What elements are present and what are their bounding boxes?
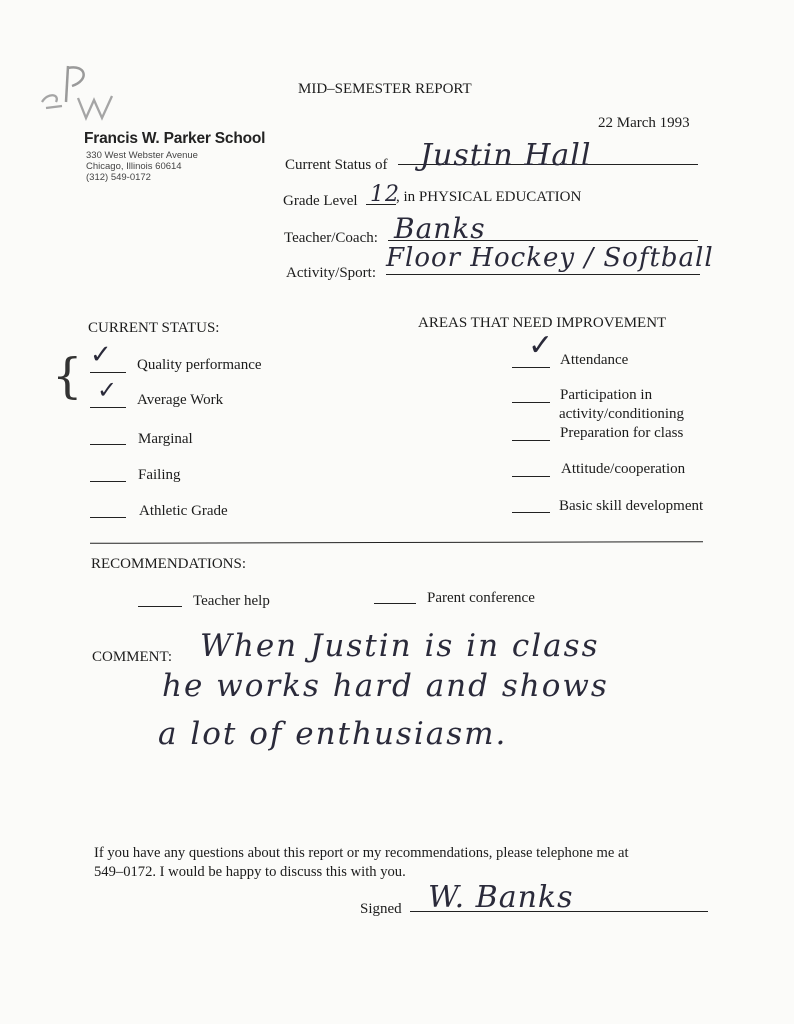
teacher-label: Teacher/Coach: (284, 230, 378, 246)
status-marginal-line (90, 444, 126, 445)
comment-line1: When Justin is in class (200, 628, 600, 664)
school-name: Francis W. Parker School (84, 130, 266, 147)
teacher-value: Banks (394, 212, 486, 245)
status-failing-label: Failing (138, 467, 181, 483)
comment-line2: he works hard and shows (162, 668, 609, 704)
activity-line (386, 274, 700, 275)
improve-participation-label2: activity/conditioning (559, 406, 684, 422)
current-status-heading: CURRENT STATUS: (88, 320, 220, 336)
student-name-value: Justin Hall (420, 138, 592, 173)
grade-level-suffix: , in PHYSICAL EDUCATION (396, 189, 582, 205)
comment-label: COMMENT: (92, 649, 173, 665)
parent-conference-line (374, 603, 416, 604)
activity-label: Activity/Sport: (286, 265, 376, 281)
status-failing-line (90, 481, 126, 482)
improve-attendance-check: ✓ (528, 328, 554, 363)
section-divider (90, 541, 703, 544)
status-average-line (90, 407, 126, 408)
school-logo (38, 62, 118, 132)
improve-attendance-label: Attendance (560, 352, 629, 368)
footer-line2: 549–0172. I would be happy to discuss this with you. (94, 864, 406, 880)
status-marginal-label: Marginal (138, 431, 193, 447)
status-average-check: ✓ (97, 376, 118, 404)
report-date: 22 March 1993 (598, 115, 690, 131)
parent-conference-label: Parent conference (427, 590, 535, 606)
recommendations-heading: RECOMMENDATIONS: (91, 556, 247, 572)
improve-preparation-label: Preparation for class (560, 425, 684, 441)
current-status-label: Current Status of (285, 157, 388, 173)
status-quality-line (90, 372, 126, 373)
signed-label: Signed (360, 901, 402, 917)
improve-attendance-line (512, 367, 550, 368)
improve-participation-line (512, 402, 550, 403)
teacher-help-label: Teacher help (193, 593, 270, 609)
status-athletic-label: Athletic Grade (139, 503, 228, 519)
report-title: MID–SEMESTER REPORT (298, 81, 472, 97)
status-quality-check: ✓ (90, 340, 112, 370)
signature-value: W. Banks (428, 880, 574, 915)
improve-participation-label: Participation in (560, 387, 653, 403)
grade-level-label: Grade Level (283, 193, 358, 209)
school-phone: (312) 549-0172 (86, 172, 151, 183)
improve-skill-line (512, 512, 550, 513)
status-athletic-line (90, 517, 126, 518)
improve-preparation-line (512, 440, 550, 441)
improve-attitude-label: Attitude/cooperation (561, 461, 686, 477)
status-bracket: { (52, 348, 84, 404)
activity-value: Floor Hockey / Softball (386, 243, 714, 273)
improvement-heading: AREAS THAT NEED IMPROVEMENT (418, 315, 667, 331)
teacher-help-line (138, 606, 182, 607)
status-quality-label: Quality performance (137, 357, 262, 373)
grade-level-value: 12 (370, 182, 400, 207)
improve-skill-label: Basic skill development (559, 498, 704, 514)
school-monogram-icon (38, 62, 118, 132)
comment-line3: a lot of enthusiasm. (158, 716, 508, 752)
improve-attitude-line (512, 476, 550, 477)
school-address-line2: Chicago, Illinois 60614 (86, 161, 182, 172)
status-average-label: Average Work (137, 392, 224, 408)
footer-line1: If you have any questions about this report or my recommendations, please telephone me at (94, 845, 629, 861)
school-address-line1: 330 West Webster Avenue (86, 150, 198, 161)
